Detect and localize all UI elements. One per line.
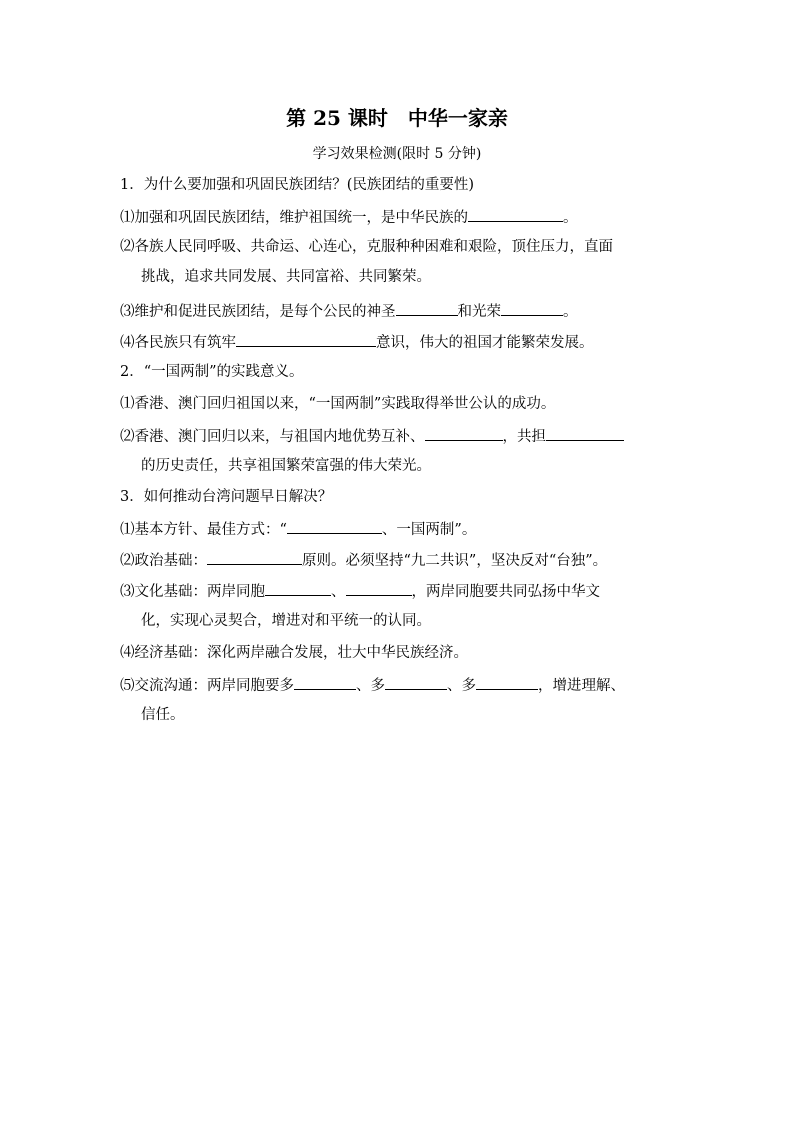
question-3-item-4: ⑷经济基础：深化两岸融合发展，壮大中华民族经济。 (120, 645, 468, 661)
question-3-heading: 3．如何推动台湾问题早日解决？ (120, 489, 333, 505)
answer-blank[interactable] (265, 580, 331, 596)
question-1-item-3: ⑶维护和促进民族团结，是每个公民的神圣 和光荣 。 (120, 300, 578, 322)
question-1-heading: 1．为什么要加强和巩固民族团结？(民族团结的重要性) (120, 177, 475, 193)
question-2-item-2-cont: 的历史责任，共享祖国繁荣富强的伟大荣光。 (141, 458, 431, 474)
answer-blank[interactable] (346, 580, 412, 596)
question-3-item-2: ⑵政治基础： 原则。必须坚持“九二共识”，坚决反对“台独”。 (120, 549, 607, 571)
answer-blank[interactable] (468, 206, 563, 222)
answer-blank[interactable] (385, 674, 447, 690)
question-1-item-1: ⑴加强和巩固民族团结，维护祖国统一，是中华民族的 。 (120, 206, 578, 228)
answer-blank[interactable] (476, 674, 538, 690)
answer-blank[interactable] (501, 300, 563, 316)
answer-blank[interactable] (396, 300, 458, 316)
question-2-item-1: ⑴香港、澳门回归祖国以来，“一国两制”实践取得举世公认的成功。 (120, 396, 556, 412)
answer-blank[interactable] (546, 425, 624, 441)
page-title: 第 25 课时 中华一家亲 (286, 106, 508, 130)
answer-blank[interactable] (294, 674, 356, 690)
question-1-item-2-cont: 挑战，追求共同发展、共同富裕、共同繁荣。 (141, 269, 431, 285)
question-3-item-3-cont: 化，实现心灵契合，增进对和平统一的认同。 (141, 613, 431, 629)
question-1-item-4: ⑷各民族只有筑牢 意识，伟大的祖国才能繁荣发展。 (120, 331, 594, 353)
question-3-item-3: ⑶文化基础：两岸同胞 、 ，两岸同胞要共同弘扬中华文 (120, 580, 600, 602)
answer-blank[interactable] (207, 549, 302, 565)
question-3-item-5-cont: 信任。 (141, 707, 185, 723)
question-3-item-5: ⑸交流沟通：两岸同胞要多 、多 、多 ，增进理解、 (120, 674, 625, 696)
question-2-heading: 2．“一国两制”的实践意义。 (120, 364, 304, 380)
answer-blank[interactable] (236, 331, 376, 347)
question-1-item-2: ⑵各族人民同呼吸、共命运、心连心，克服种种困难和艰险，顶住压力，直面 (120, 239, 613, 255)
answer-blank[interactable] (425, 425, 503, 441)
question-2-item-2: ⑵香港、澳门回归以来，与祖国内地优势互补、 ，共担 (120, 425, 624, 447)
question-3-item-1: ⑴基本方针、最佳方式：“ 、一国两制”。 (120, 518, 476, 540)
answer-blank[interactable] (287, 518, 382, 534)
page-subtitle: 学习效果检测(限时 5 分钟) (312, 146, 482, 162)
